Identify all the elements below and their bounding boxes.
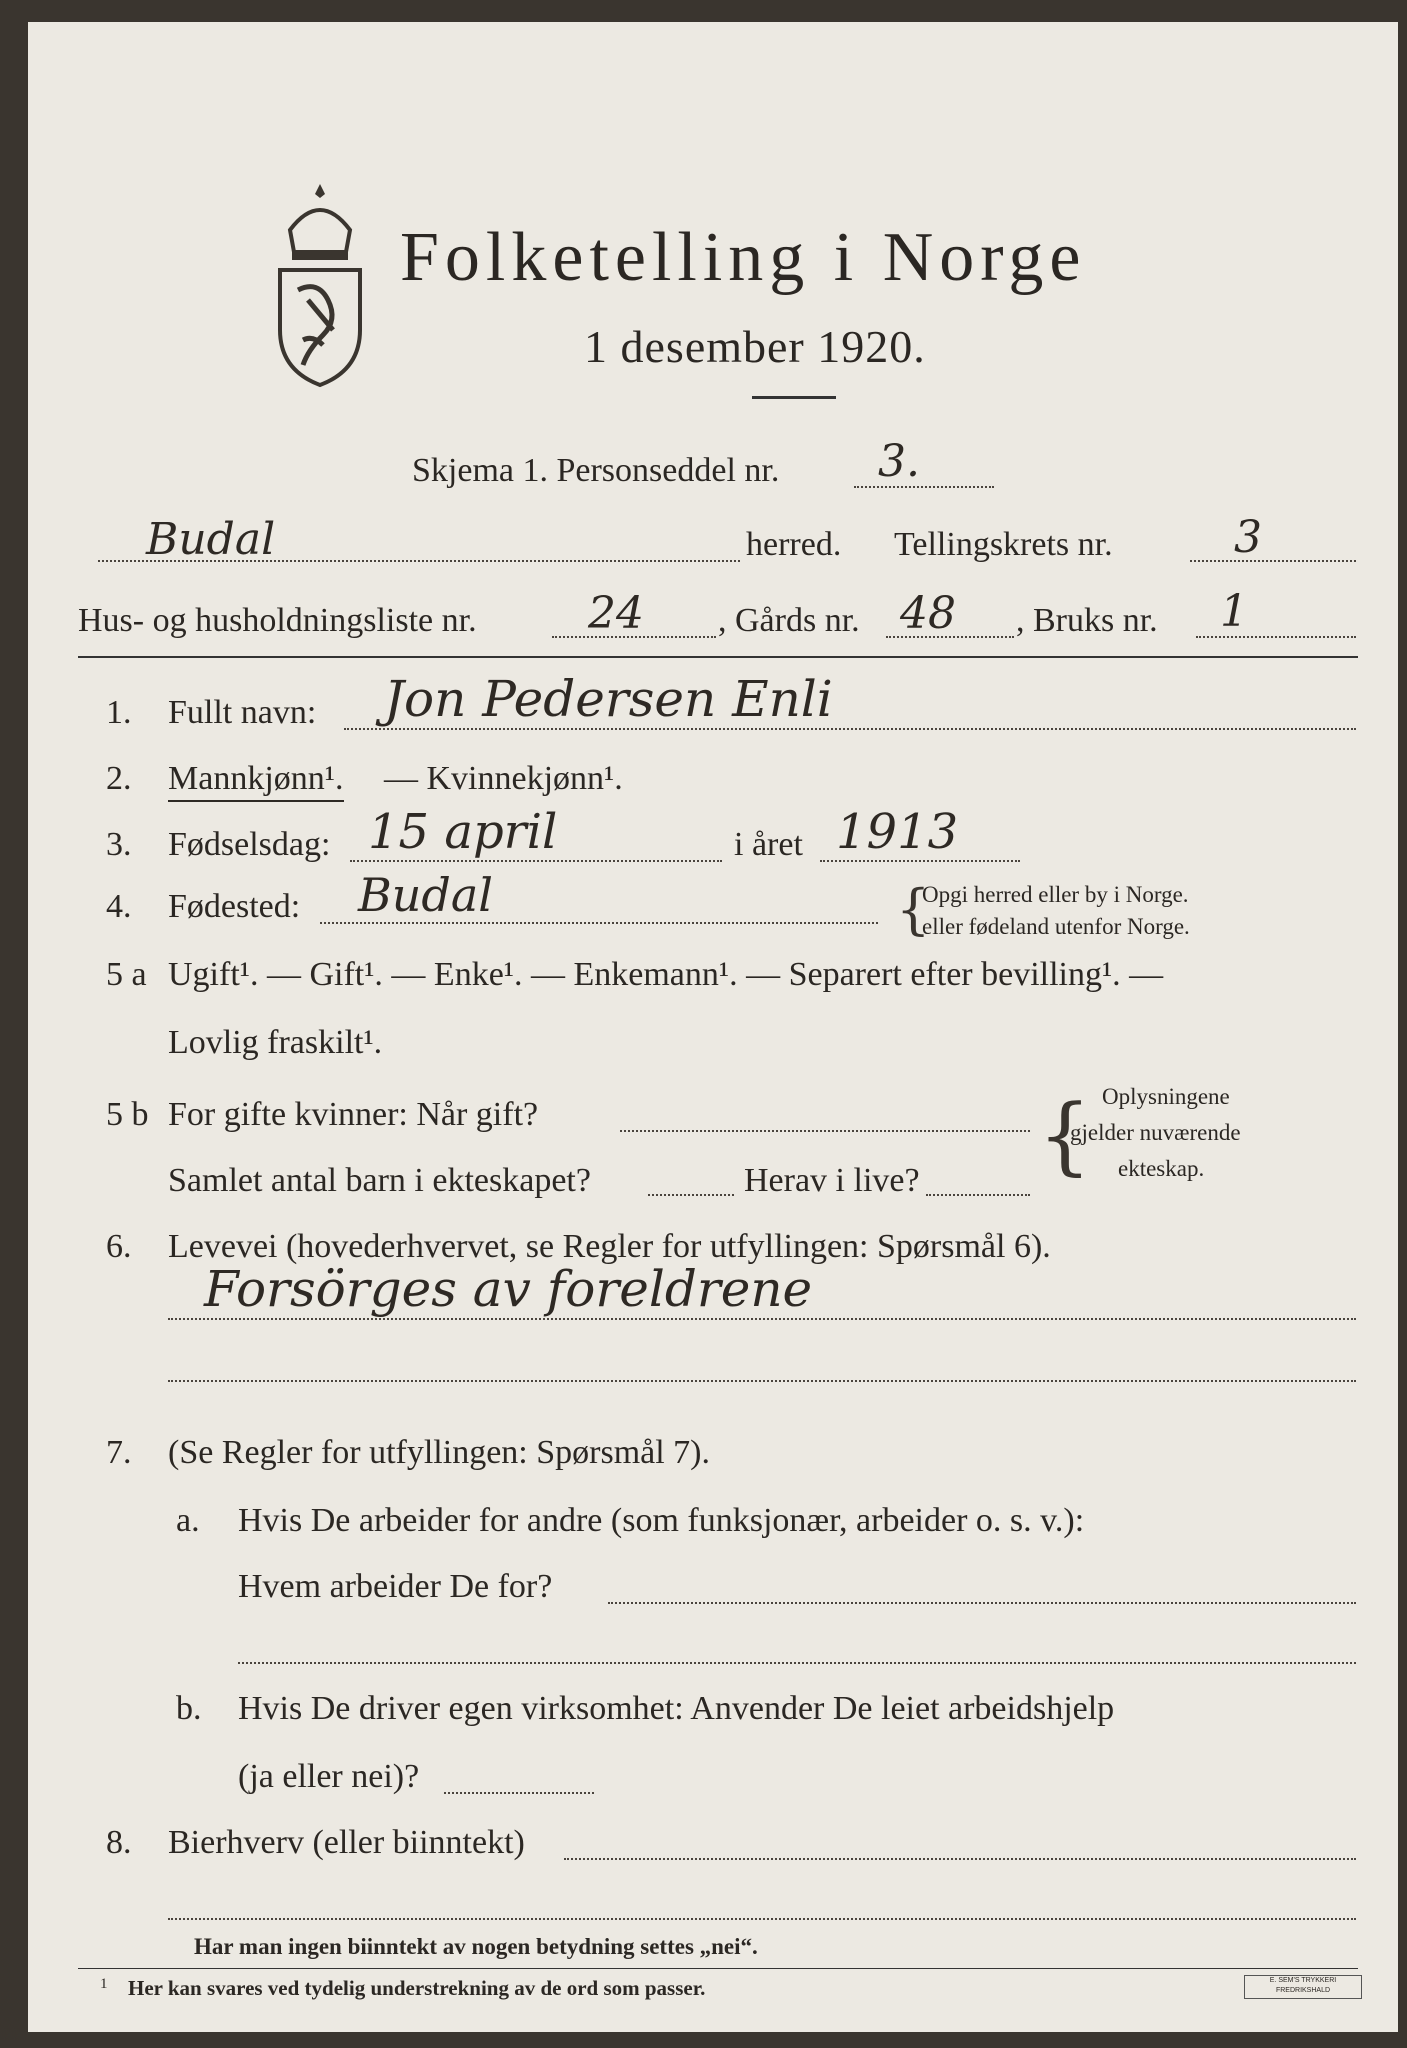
- married-when-label: For gifte kvinner: Når gift?: [168, 1096, 539, 1133]
- male-option[interactable]: Mannkjønn¹.: [168, 760, 344, 797]
- footnote-text: Her kan svares ved tydelig understrekning av de ord som passer.: [128, 1976, 706, 2000]
- footnote-number: 1: [100, 1976, 108, 1992]
- footer-rule: [78, 1968, 1358, 1969]
- birthplace-value: Budal: [358, 868, 494, 922]
- q1-number: 1.: [106, 694, 132, 731]
- printer-name: E. SEM'S TRYKKERI: [1269, 1977, 1337, 1984]
- birthplace-label: Fødested:: [168, 888, 301, 925]
- marriage-note-3: ekteskap.: [1118, 1156, 1205, 1181]
- tellingskrets-value: 3: [1234, 512, 1262, 563]
- hired-help-field[interactable]: [444, 1792, 594, 1794]
- children-alive-field[interactable]: [926, 1194, 1030, 1196]
- full-name-value: Jon Pedersen Enli: [384, 670, 833, 728]
- secondary-income-field[interactable]: [564, 1858, 1356, 1860]
- secondary-income-label: Bierhverv (eller biinntekt): [168, 1824, 525, 1861]
- gards-value: 48: [900, 588, 956, 639]
- q7a-letter: a.: [176, 1502, 200, 1539]
- occupation-field-2[interactable]: [168, 1380, 1356, 1382]
- birthday-value: 15 april: [368, 804, 558, 860]
- female-option[interactable]: — Kvinnekjønn¹.: [384, 760, 623, 797]
- tellingskrets-field[interactable]: [1190, 560, 1356, 562]
- hus-label: Hus- og husholdningsliste nr.: [78, 602, 477, 639]
- norwegian-coat-of-arms-icon: [258, 180, 382, 390]
- full-name-field[interactable]: [344, 728, 1356, 730]
- bruks-label: , Bruks nr.: [1016, 602, 1158, 639]
- secondary-income-field-2[interactable]: [168, 1918, 1356, 1920]
- birthplace-field[interactable]: [320, 922, 878, 924]
- q7-number: 7.: [106, 1434, 132, 1471]
- section-rule: [78, 656, 1358, 658]
- marital-status-divorced[interactable]: Lovlig fraskilt¹.: [168, 1024, 383, 1061]
- birthplace-note-1: Opgi herred eller by i Norge.: [922, 882, 1189, 907]
- hired-help-label: (ja eller nei)?: [238, 1758, 420, 1795]
- q4-number: 4.: [106, 888, 132, 925]
- hus-value: 24: [588, 588, 644, 639]
- herred-value: Budal: [146, 514, 276, 565]
- employer-field-2[interactable]: [238, 1662, 1356, 1664]
- brace-icon: {: [1038, 1086, 1092, 1184]
- schema-nr-value: 3.: [878, 436, 920, 487]
- brace-icon: {: [896, 878, 931, 941]
- q7b-letter: b.: [176, 1690, 202, 1727]
- married-when-field[interactable]: [620, 1130, 1030, 1132]
- birthplace-note-2: eller fødeland utenfor Norge.: [922, 914, 1190, 939]
- schema-nr-field[interactable]: [854, 486, 994, 488]
- occupation-label: Levevei (hovederhvervet, se Regler for utfyllingen: Spørsmål 6).: [168, 1228, 1051, 1265]
- tellingskrets-label: Tellingskrets nr.: [894, 526, 1113, 563]
- gards-label: , Gårds nr.: [718, 602, 860, 639]
- q5a-number: 5 a: [106, 956, 147, 993]
- employer-label: Hvem arbeider De for?: [238, 1568, 553, 1605]
- q5b-number: 5 b: [106, 1096, 149, 1133]
- children-count-label: Samlet antal barn i ekteskapet?: [168, 1162, 591, 1199]
- q6-number: 6.: [106, 1228, 132, 1265]
- bruks-value: 1: [1220, 586, 1248, 637]
- q7b-question: Hvis De driver egen virksomhet: Anvender De leiet arbeidshjelp: [238, 1690, 1115, 1727]
- form-title: Folketelling i Norge: [400, 219, 1087, 296]
- q7-label: (Se Regler for utfyllingen: Spørsmål 7).: [168, 1434, 711, 1471]
- marriage-note-2: gjelder nuværende: [1070, 1120, 1241, 1145]
- birth-year-field[interactable]: [820, 860, 1020, 862]
- birthday-label: Fødselsdag:: [168, 826, 331, 863]
- birth-year-value: 1913: [836, 804, 959, 860]
- q3-number: 3.: [106, 826, 132, 863]
- title-divider: [752, 396, 836, 399]
- occupation-field-1[interactable]: [168, 1318, 1356, 1320]
- q2-number: 2.: [106, 760, 132, 797]
- birth-year-label: i året: [734, 826, 803, 863]
- census-form: [28, 22, 1398, 2032]
- marital-status-options[interactable]: Ugift¹. — Gift¹. — Enke¹. — Enkemann¹. — Separert efter bevilling¹. —: [168, 956, 1164, 993]
- herred-label: herred.: [746, 526, 842, 563]
- q1-label: Fullt navn:: [168, 694, 317, 731]
- children-count-field[interactable]: [648, 1194, 734, 1196]
- form-date: 1 desember 1920.: [584, 321, 926, 372]
- q7a-question: Hvis De arbeider for andre (som funksjonær, arbeider o. s. v.):: [238, 1502, 1085, 1539]
- printer-city: FREDRIKSHALD: [1275, 1987, 1331, 1994]
- children-alive-label: Herav i live?: [744, 1162, 920, 1199]
- schema-label: Skjema 1. Personseddel nr.: [412, 452, 780, 489]
- birthday-field[interactable]: [350, 860, 722, 862]
- employer-field-1[interactable]: [608, 1602, 1356, 1604]
- occupation-value: Forsörges av foreldrene: [204, 1260, 813, 1318]
- male-underline-mark: [168, 800, 344, 802]
- printer-stamp: [1244, 1975, 1362, 1999]
- marriage-note-1: Oplysningene: [1102, 1084, 1230, 1109]
- q8-number: 8.: [106, 1824, 132, 1861]
- no-income-note: Har man ingen biinntekt av nogen betydning settes „nei“.: [194, 1934, 758, 1959]
